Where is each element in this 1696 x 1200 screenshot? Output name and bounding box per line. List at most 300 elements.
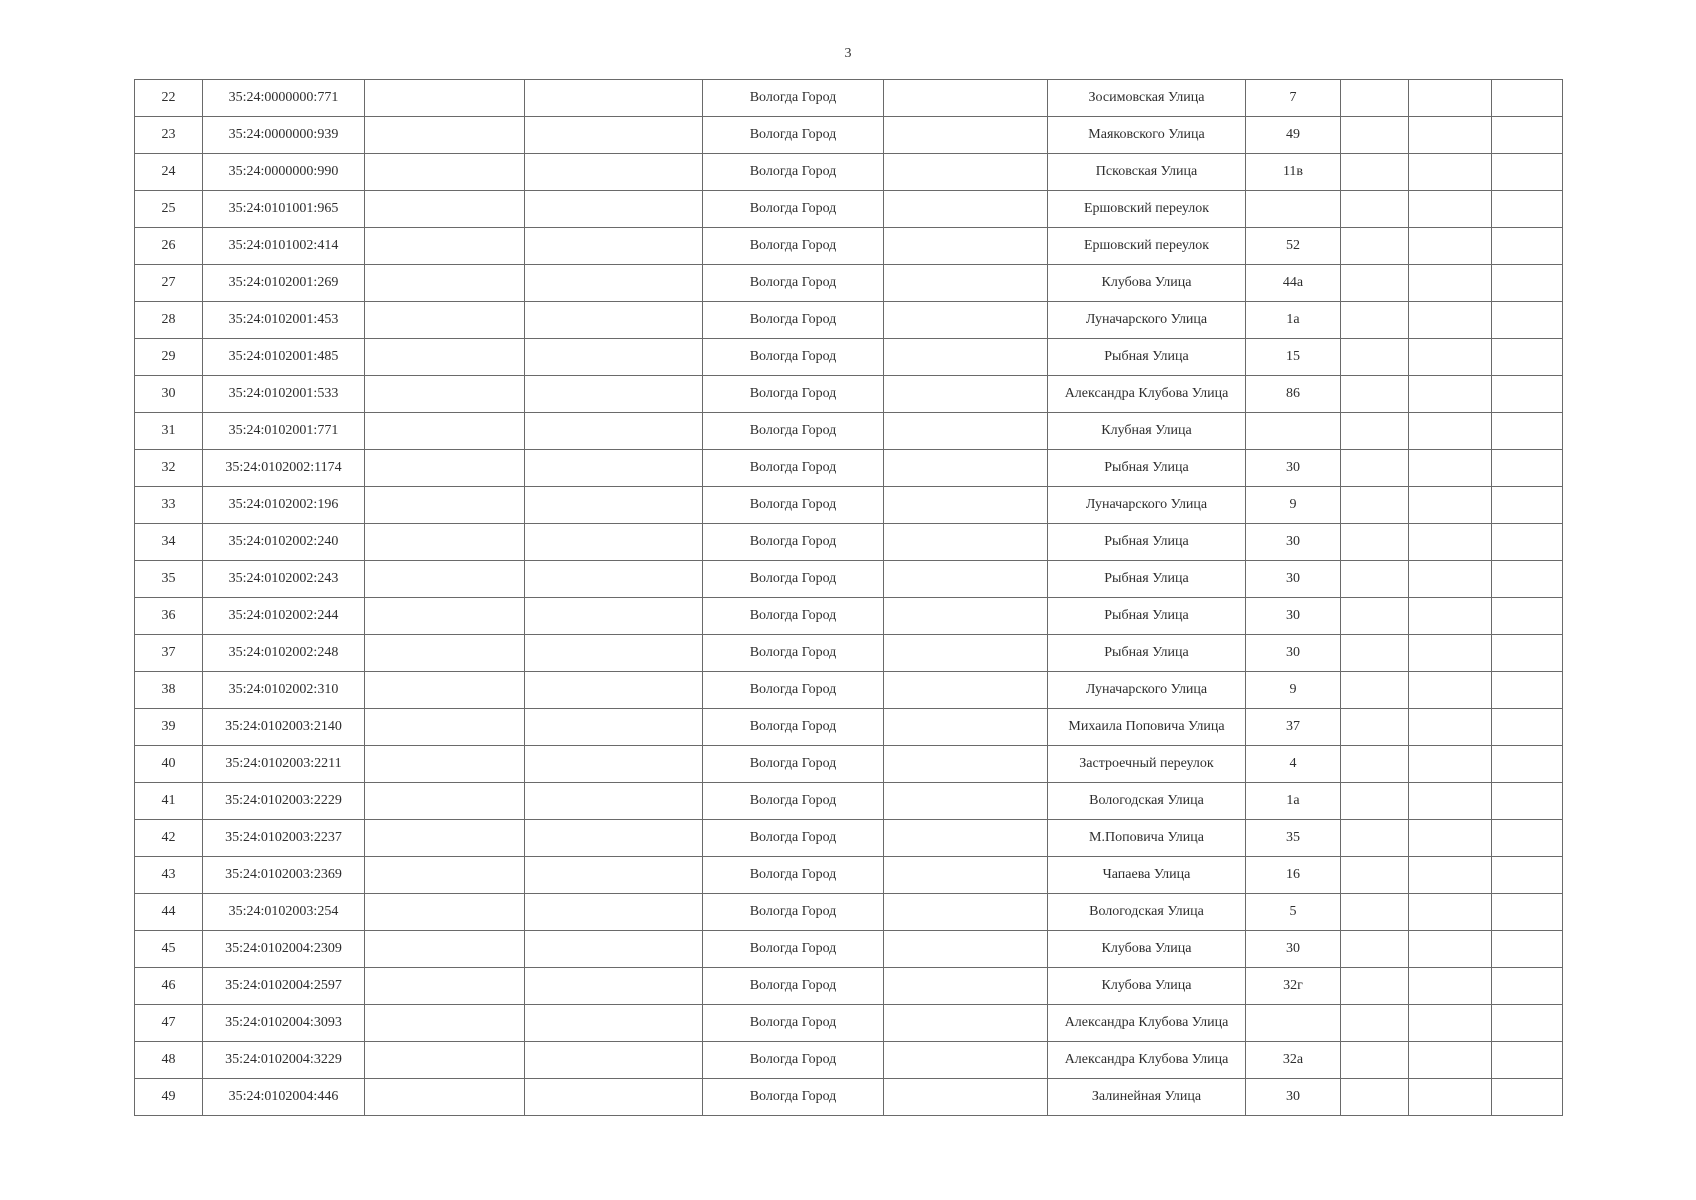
row-number-cell: 38 bbox=[135, 672, 203, 709]
row-number-cell: 35 bbox=[135, 561, 203, 598]
house-number-cell: 35 bbox=[1246, 820, 1341, 857]
empty-cell bbox=[525, 339, 703, 376]
house-number-cell bbox=[1246, 1005, 1341, 1042]
cadastral-number-cell: 35:24:0102002:196 bbox=[203, 487, 365, 524]
empty-cell bbox=[1409, 524, 1492, 561]
cadastral-number-cell: 35:24:0102002:243 bbox=[203, 561, 365, 598]
city-cell: Вологда Город bbox=[703, 635, 884, 672]
city-cell: Вологда Город bbox=[703, 820, 884, 857]
empty-cell bbox=[525, 154, 703, 191]
empty-cell bbox=[365, 376, 525, 413]
street-cell: Рыбная Улица bbox=[1048, 635, 1246, 672]
empty-cell bbox=[365, 783, 525, 820]
empty-cell bbox=[1341, 302, 1409, 339]
empty-cell bbox=[1492, 80, 1563, 117]
row-number-cell: 25 bbox=[135, 191, 203, 228]
street-cell: Псковская Улица bbox=[1048, 154, 1246, 191]
empty-cell bbox=[1492, 931, 1563, 968]
city-cell: Вологда Город bbox=[703, 561, 884, 598]
empty-cell bbox=[884, 487, 1048, 524]
table-row bbox=[135, 709, 1563, 746]
empty-cell bbox=[1492, 487, 1563, 524]
row-number-cell: 24 bbox=[135, 154, 203, 191]
cadastral-number-cell: 35:24:0102001:269 bbox=[203, 265, 365, 302]
cadastral-number-cell: 35:24:0102003:2237 bbox=[203, 820, 365, 857]
row-number-cell: 28 bbox=[135, 302, 203, 339]
registry-table bbox=[134, 79, 1563, 1116]
table-row bbox=[135, 524, 1563, 561]
table-row bbox=[135, 931, 1563, 968]
empty-cell bbox=[365, 931, 525, 968]
empty-cell bbox=[1341, 265, 1409, 302]
empty-cell bbox=[365, 265, 525, 302]
house-number-cell: 37 bbox=[1246, 709, 1341, 746]
house-number-cell: 9 bbox=[1246, 672, 1341, 709]
empty-cell bbox=[1341, 783, 1409, 820]
empty-cell bbox=[884, 820, 1048, 857]
table-row bbox=[135, 857, 1563, 894]
table-row bbox=[135, 302, 1563, 339]
empty-cell bbox=[1341, 746, 1409, 783]
empty-cell bbox=[525, 820, 703, 857]
street-cell: М.Поповича Улица bbox=[1048, 820, 1246, 857]
cadastral-number-cell: 35:24:0102003:254 bbox=[203, 894, 365, 931]
empty-cell bbox=[365, 1079, 525, 1116]
empty-cell bbox=[1341, 191, 1409, 228]
empty-cell bbox=[525, 450, 703, 487]
empty-cell bbox=[1409, 709, 1492, 746]
empty-cell bbox=[1341, 1005, 1409, 1042]
cadastral-number-cell: 35:24:0102001:771 bbox=[203, 413, 365, 450]
empty-cell bbox=[884, 413, 1048, 450]
table-row bbox=[135, 117, 1563, 154]
empty-cell bbox=[1492, 191, 1563, 228]
empty-cell bbox=[525, 709, 703, 746]
empty-cell bbox=[525, 117, 703, 154]
empty-cell bbox=[525, 672, 703, 709]
cadastral-number-cell: 35:24:0102004:3093 bbox=[203, 1005, 365, 1042]
street-cell: Залинейная Улица bbox=[1048, 1079, 1246, 1116]
empty-cell bbox=[1409, 561, 1492, 598]
empty-cell bbox=[884, 524, 1048, 561]
empty-cell bbox=[1492, 117, 1563, 154]
cadastral-number-cell: 35:24:0102004:2309 bbox=[203, 931, 365, 968]
empty-cell bbox=[1409, 894, 1492, 931]
street-cell: Рыбная Улица bbox=[1048, 450, 1246, 487]
empty-cell bbox=[1409, 376, 1492, 413]
empty-cell bbox=[525, 598, 703, 635]
empty-cell bbox=[1341, 857, 1409, 894]
table-row bbox=[135, 783, 1563, 820]
empty-cell bbox=[1492, 709, 1563, 746]
table-row bbox=[135, 339, 1563, 376]
empty-cell bbox=[525, 746, 703, 783]
table-row bbox=[135, 376, 1563, 413]
empty-cell bbox=[525, 783, 703, 820]
city-cell: Вологда Город bbox=[703, 709, 884, 746]
row-number-cell: 32 bbox=[135, 450, 203, 487]
empty-cell bbox=[884, 598, 1048, 635]
table-row bbox=[135, 413, 1563, 450]
empty-cell bbox=[1492, 228, 1563, 265]
empty-cell bbox=[365, 709, 525, 746]
empty-cell bbox=[884, 339, 1048, 376]
street-cell: Чапаева Улица bbox=[1048, 857, 1246, 894]
table-row bbox=[135, 1079, 1563, 1116]
street-cell: Рыбная Улица bbox=[1048, 339, 1246, 376]
empty-cell bbox=[1492, 302, 1563, 339]
empty-cell bbox=[884, 80, 1048, 117]
house-number-cell: 86 bbox=[1246, 376, 1341, 413]
empty-cell bbox=[1409, 968, 1492, 1005]
empty-cell bbox=[1341, 524, 1409, 561]
cadastral-number-cell: 35:24:0102001:533 bbox=[203, 376, 365, 413]
house-number-cell: 44а bbox=[1246, 265, 1341, 302]
empty-cell bbox=[1409, 265, 1492, 302]
empty-cell bbox=[884, 1042, 1048, 1079]
empty-cell bbox=[365, 450, 525, 487]
empty-cell bbox=[365, 746, 525, 783]
empty-cell bbox=[525, 1005, 703, 1042]
table-row bbox=[135, 487, 1563, 524]
row-number-cell: 39 bbox=[135, 709, 203, 746]
empty-cell bbox=[365, 635, 525, 672]
empty-cell bbox=[1341, 598, 1409, 635]
empty-cell bbox=[1341, 80, 1409, 117]
empty-cell bbox=[365, 1042, 525, 1079]
row-number-cell: 31 bbox=[135, 413, 203, 450]
city-cell: Вологда Город bbox=[703, 524, 884, 561]
empty-cell bbox=[525, 302, 703, 339]
row-number-cell: 37 bbox=[135, 635, 203, 672]
empty-cell bbox=[1409, 931, 1492, 968]
empty-cell bbox=[1409, 487, 1492, 524]
city-cell: Вологда Город bbox=[703, 931, 884, 968]
cadastral-number-cell: 35:24:0000000:939 bbox=[203, 117, 365, 154]
cadastral-number-cell: 35:24:0101001:965 bbox=[203, 191, 365, 228]
empty-cell bbox=[1409, 857, 1492, 894]
empty-cell bbox=[884, 228, 1048, 265]
table-row bbox=[135, 746, 1563, 783]
city-cell: Вологда Город bbox=[703, 265, 884, 302]
empty-cell bbox=[884, 783, 1048, 820]
row-number-cell: 22 bbox=[135, 80, 203, 117]
house-number-cell: 1а bbox=[1246, 302, 1341, 339]
table-row bbox=[135, 1005, 1563, 1042]
empty-cell bbox=[1492, 561, 1563, 598]
city-cell: Вологда Город bbox=[703, 450, 884, 487]
city-cell: Вологда Город bbox=[703, 413, 884, 450]
empty-cell bbox=[1409, 746, 1492, 783]
row-number-cell: 36 bbox=[135, 598, 203, 635]
cadastral-number-cell: 35:24:0102002:244 bbox=[203, 598, 365, 635]
empty-cell bbox=[884, 1005, 1048, 1042]
empty-cell bbox=[525, 191, 703, 228]
city-cell: Вологда Город bbox=[703, 1042, 884, 1079]
empty-cell bbox=[884, 968, 1048, 1005]
empty-cell bbox=[1409, 191, 1492, 228]
empty-cell bbox=[365, 598, 525, 635]
empty-cell bbox=[1409, 1079, 1492, 1116]
row-number-cell: 40 bbox=[135, 746, 203, 783]
house-number-cell: 30 bbox=[1246, 598, 1341, 635]
cadastral-number-cell: 35:24:0102003:2229 bbox=[203, 783, 365, 820]
cadastral-number-cell: 35:24:0102004:2597 bbox=[203, 968, 365, 1005]
empty-cell bbox=[525, 228, 703, 265]
empty-cell bbox=[1409, 1005, 1492, 1042]
empty-cell bbox=[884, 672, 1048, 709]
table-row bbox=[135, 228, 1563, 265]
empty-cell bbox=[365, 117, 525, 154]
table-row bbox=[135, 191, 1563, 228]
row-number-cell: 48 bbox=[135, 1042, 203, 1079]
city-cell: Вологда Город bbox=[703, 228, 884, 265]
empty-cell bbox=[365, 302, 525, 339]
table-row bbox=[135, 968, 1563, 1005]
table-row bbox=[135, 820, 1563, 857]
empty-cell bbox=[525, 931, 703, 968]
city-cell: Вологда Город bbox=[703, 376, 884, 413]
house-number-cell: 52 bbox=[1246, 228, 1341, 265]
house-number-cell: 30 bbox=[1246, 1079, 1341, 1116]
empty-cell bbox=[1341, 450, 1409, 487]
empty-cell bbox=[525, 524, 703, 561]
empty-cell bbox=[1492, 968, 1563, 1005]
house-number-cell: 11в bbox=[1246, 154, 1341, 191]
empty-cell bbox=[1341, 820, 1409, 857]
empty-cell bbox=[1409, 450, 1492, 487]
street-cell: Луначарского Улица bbox=[1048, 487, 1246, 524]
table-row bbox=[135, 1042, 1563, 1079]
street-cell: Клубова Улица bbox=[1048, 265, 1246, 302]
cadastral-number-cell: 35:24:0102001:453 bbox=[203, 302, 365, 339]
empty-cell bbox=[1409, 339, 1492, 376]
table-row bbox=[135, 635, 1563, 672]
empty-cell bbox=[1492, 746, 1563, 783]
empty-cell bbox=[1341, 413, 1409, 450]
empty-cell bbox=[365, 561, 525, 598]
empty-cell bbox=[525, 635, 703, 672]
row-number-cell: 26 bbox=[135, 228, 203, 265]
empty-cell bbox=[1341, 1042, 1409, 1079]
cadastral-number-cell: 35:24:0102004:446 bbox=[203, 1079, 365, 1116]
cadastral-number-cell: 35:24:0102002:1174 bbox=[203, 450, 365, 487]
empty-cell bbox=[884, 1079, 1048, 1116]
street-cell: Застроечный переулок bbox=[1048, 746, 1246, 783]
house-number-cell: 49 bbox=[1246, 117, 1341, 154]
house-number-cell: 32а bbox=[1246, 1042, 1341, 1079]
city-cell: Вологда Город bbox=[703, 894, 884, 931]
house-number-cell: 30 bbox=[1246, 561, 1341, 598]
empty-cell bbox=[365, 191, 525, 228]
empty-cell bbox=[525, 413, 703, 450]
empty-cell bbox=[1341, 894, 1409, 931]
city-cell: Вологда Город bbox=[703, 598, 884, 635]
city-cell: Вологда Город bbox=[703, 1079, 884, 1116]
street-cell: Ершовский переулок bbox=[1048, 191, 1246, 228]
empty-cell bbox=[1492, 524, 1563, 561]
street-cell: Рыбная Улица bbox=[1048, 561, 1246, 598]
empty-cell bbox=[1492, 783, 1563, 820]
empty-cell bbox=[525, 265, 703, 302]
empty-cell bbox=[525, 1042, 703, 1079]
empty-cell bbox=[365, 1005, 525, 1042]
empty-cell bbox=[1341, 154, 1409, 191]
cadastral-number-cell: 35:24:0102001:485 bbox=[203, 339, 365, 376]
house-number-cell: 30 bbox=[1246, 635, 1341, 672]
empty-cell bbox=[365, 80, 525, 117]
cadastral-number-cell: 35:24:0000000:990 bbox=[203, 154, 365, 191]
row-number-cell: 43 bbox=[135, 857, 203, 894]
empty-cell bbox=[525, 376, 703, 413]
street-cell: Вологодская Улица bbox=[1048, 894, 1246, 931]
house-number-cell: 9 bbox=[1246, 487, 1341, 524]
row-number-cell: 41 bbox=[135, 783, 203, 820]
empty-cell bbox=[884, 450, 1048, 487]
table-row bbox=[135, 265, 1563, 302]
table-row bbox=[135, 598, 1563, 635]
empty-cell bbox=[365, 857, 525, 894]
row-number-cell: 23 bbox=[135, 117, 203, 154]
empty-cell bbox=[884, 709, 1048, 746]
table-row bbox=[135, 80, 1563, 117]
street-cell: Ершовский переулок bbox=[1048, 228, 1246, 265]
empty-cell bbox=[1409, 820, 1492, 857]
row-number-cell: 27 bbox=[135, 265, 203, 302]
empty-cell bbox=[1492, 672, 1563, 709]
street-cell: Вологодская Улица bbox=[1048, 783, 1246, 820]
row-number-cell: 30 bbox=[135, 376, 203, 413]
empty-cell bbox=[1492, 450, 1563, 487]
city-cell: Вологда Город bbox=[703, 746, 884, 783]
cadastral-number-cell: 35:24:0000000:771 bbox=[203, 80, 365, 117]
empty-cell bbox=[1341, 228, 1409, 265]
empty-cell bbox=[525, 968, 703, 1005]
city-cell: Вологда Город bbox=[703, 672, 884, 709]
empty-cell bbox=[884, 857, 1048, 894]
empty-cell bbox=[1341, 561, 1409, 598]
empty-cell bbox=[1409, 154, 1492, 191]
empty-cell bbox=[1341, 339, 1409, 376]
empty-cell bbox=[1492, 820, 1563, 857]
empty-cell bbox=[1492, 339, 1563, 376]
row-number-cell: 47 bbox=[135, 1005, 203, 1042]
empty-cell bbox=[1341, 487, 1409, 524]
empty-cell bbox=[525, 561, 703, 598]
empty-cell bbox=[365, 413, 525, 450]
street-cell: Александра Клубова Улица bbox=[1048, 1042, 1246, 1079]
empty-cell bbox=[884, 746, 1048, 783]
empty-cell bbox=[365, 339, 525, 376]
row-number-cell: 46 bbox=[135, 968, 203, 1005]
empty-cell bbox=[1492, 413, 1563, 450]
city-cell: Вологда Город bbox=[703, 154, 884, 191]
empty-cell bbox=[884, 635, 1048, 672]
empty-cell bbox=[365, 968, 525, 1005]
street-cell: Клубова Улица bbox=[1048, 968, 1246, 1005]
empty-cell bbox=[1341, 117, 1409, 154]
empty-cell bbox=[1409, 413, 1492, 450]
empty-cell bbox=[1341, 931, 1409, 968]
street-cell: Александра Клубова Улица bbox=[1048, 376, 1246, 413]
empty-cell bbox=[1492, 154, 1563, 191]
street-cell: Михаила Поповича Улица bbox=[1048, 709, 1246, 746]
empty-cell bbox=[1341, 672, 1409, 709]
empty-cell bbox=[1409, 598, 1492, 635]
empty-cell bbox=[1492, 894, 1563, 931]
empty-cell bbox=[1492, 376, 1563, 413]
empty-cell bbox=[884, 265, 1048, 302]
city-cell: Вологда Город bbox=[703, 1005, 884, 1042]
street-cell: Зосимовская Улица bbox=[1048, 80, 1246, 117]
street-cell: Рыбная Улица bbox=[1048, 524, 1246, 561]
street-cell: Луначарского Улица bbox=[1048, 302, 1246, 339]
street-cell: Александра Клубова Улица bbox=[1048, 1005, 1246, 1042]
house-number-cell: 4 bbox=[1246, 746, 1341, 783]
house-number-cell: 16 bbox=[1246, 857, 1341, 894]
table-body bbox=[135, 80, 1563, 1116]
empty-cell bbox=[1409, 80, 1492, 117]
cadastral-number-cell: 35:24:0102003:2140 bbox=[203, 709, 365, 746]
empty-cell bbox=[884, 376, 1048, 413]
house-number-cell: 15 bbox=[1246, 339, 1341, 376]
table-row bbox=[135, 450, 1563, 487]
cadastral-number-cell: 35:24:0102003:2369 bbox=[203, 857, 365, 894]
house-number-cell: 30 bbox=[1246, 450, 1341, 487]
empty-cell bbox=[884, 191, 1048, 228]
cadastral-number-cell: 35:24:0102003:2211 bbox=[203, 746, 365, 783]
row-number-cell: 45 bbox=[135, 931, 203, 968]
row-number-cell: 34 bbox=[135, 524, 203, 561]
table-row bbox=[135, 561, 1563, 598]
empty-cell bbox=[1492, 1042, 1563, 1079]
table-row bbox=[135, 672, 1563, 709]
empty-cell bbox=[365, 487, 525, 524]
empty-cell bbox=[365, 228, 525, 265]
empty-cell bbox=[525, 894, 703, 931]
empty-cell bbox=[884, 561, 1048, 598]
empty-cell bbox=[1341, 635, 1409, 672]
cadastral-number-cell: 35:24:0101002:414 bbox=[203, 228, 365, 265]
cadastral-number-cell: 35:24:0102002:310 bbox=[203, 672, 365, 709]
row-number-cell: 49 bbox=[135, 1079, 203, 1116]
house-number-cell: 1а bbox=[1246, 783, 1341, 820]
empty-cell bbox=[884, 302, 1048, 339]
city-cell: Вологда Город bbox=[703, 783, 884, 820]
empty-cell bbox=[1341, 376, 1409, 413]
city-cell: Вологда Город bbox=[703, 117, 884, 154]
street-cell: Луначарского Улица bbox=[1048, 672, 1246, 709]
city-cell: Вологда Город bbox=[703, 302, 884, 339]
empty-cell bbox=[1409, 672, 1492, 709]
house-number-cell: 7 bbox=[1246, 80, 1341, 117]
empty-cell bbox=[525, 487, 703, 524]
row-number-cell: 29 bbox=[135, 339, 203, 376]
empty-cell bbox=[1409, 117, 1492, 154]
empty-cell bbox=[1492, 265, 1563, 302]
house-number-cell: 32г bbox=[1246, 968, 1341, 1005]
empty-cell bbox=[1492, 635, 1563, 672]
cadastral-number-cell: 35:24:0102004:3229 bbox=[203, 1042, 365, 1079]
cadastral-number-cell: 35:24:0102002:240 bbox=[203, 524, 365, 561]
empty-cell bbox=[884, 931, 1048, 968]
table-row bbox=[135, 894, 1563, 931]
table-row bbox=[135, 154, 1563, 191]
empty-cell bbox=[1341, 968, 1409, 1005]
street-cell: Рыбная Улица bbox=[1048, 598, 1246, 635]
empty-cell bbox=[365, 154, 525, 191]
house-number-cell: 30 bbox=[1246, 931, 1341, 968]
